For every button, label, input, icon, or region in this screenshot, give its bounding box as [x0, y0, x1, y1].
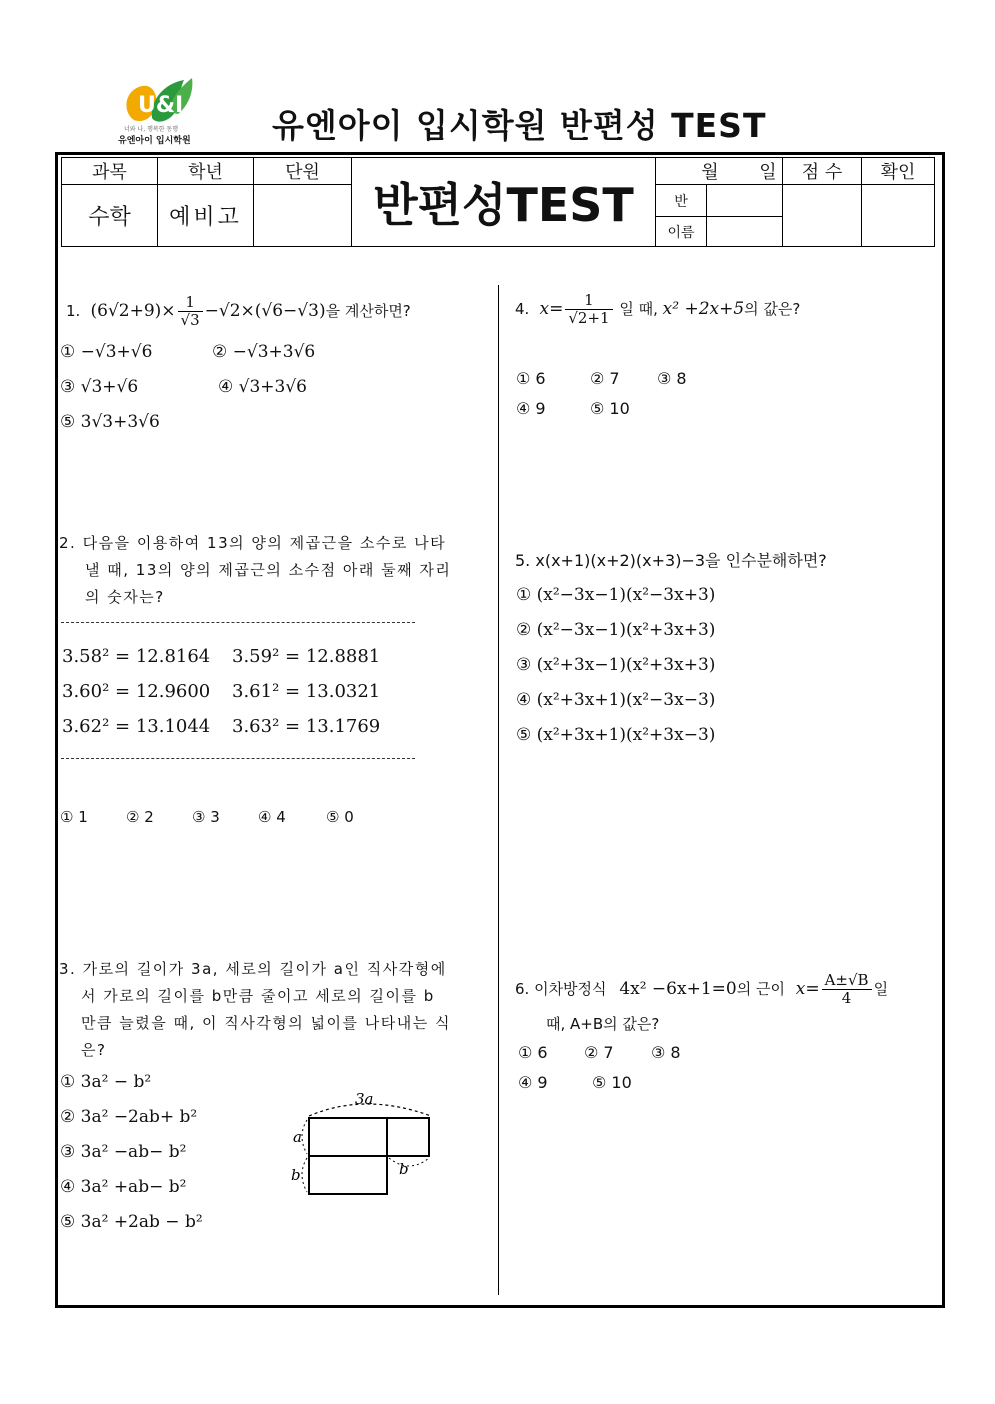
unit-value[interactable]	[253, 184, 352, 247]
q4-expression: x² +2x+5	[662, 299, 745, 319]
name-input[interactable]	[706, 216, 783, 247]
q6-line-2: 때, A+B의 값은?	[546, 1015, 660, 1033]
name-label: 이름	[655, 216, 707, 247]
q6-equation: 4x² −6x+1=0	[619, 979, 737, 999]
q3-figure-label-a: a	[293, 1128, 302, 1146]
q5-option-1[interactable]: ① (x²−3x−1)(x²−3x+3)	[516, 585, 716, 605]
q3-figure-label-b-right: b	[399, 1160, 409, 1178]
q6-option-2[interactable]: ② 7	[584, 1043, 614, 1062]
q6-root-numerator: A±√B	[822, 972, 872, 990]
q1-option-1[interactable]: ① −√3+√6	[60, 342, 153, 362]
q6-tail: 일	[873, 980, 889, 998]
day-label: 일	[759, 162, 777, 183]
q6-fraction	[822, 972, 872, 1007]
q5-option-3[interactable]: ③ (x²+3x−1)(x²+3x+3)	[516, 655, 716, 675]
question-4: 4. x= $\frac{1}{√2+1}$ 일 때, x² +2x+5의 값은?	[515, 291, 801, 327]
question-5: 5. x(x+1)(x+2)(x+3)−3을 인수분해하면?	[515, 551, 827, 570]
q3-line-1: 3. 가로의 길이가 3a, 세로의 길이가 a인 직사각형에	[59, 960, 447, 978]
q3-option-3[interactable]: ③ 3a² −ab− b²	[60, 1142, 187, 1162]
q2-square-6: 3.63² = 13.1769	[232, 716, 381, 737]
q4-option-1[interactable]: ① 6	[516, 369, 546, 388]
q4-suffix: 의 값은?	[744, 300, 801, 318]
q6-option-5[interactable]: ⑤ 10	[592, 1073, 632, 1092]
q4-option-2[interactable]: ② 7	[590, 369, 620, 388]
question-1	[66, 294, 411, 329]
q3-option-4[interactable]: ④ 3a² +ab− b²	[60, 1177, 187, 1197]
q3-option-2[interactable]: ② 3a² −2ab+ b²	[60, 1107, 198, 1127]
score-label: 점 수	[782, 157, 862, 185]
big-title: 반편성TEST	[351, 157, 656, 247]
logo-name: 유엔아이 입시학원	[118, 136, 191, 146]
q1-option-2[interactable]: ② −√3+3√6	[212, 342, 316, 362]
q3-line-3: 만큼 늘렸을 때, 이 직사각형의 넓이를 나타내는 식	[81, 1014, 451, 1032]
class-input[interactable]	[706, 184, 783, 217]
q3-rectangle-figure	[285, 1088, 445, 1200]
academy-logo	[112, 72, 212, 144]
grade-label: 학년	[157, 157, 254, 185]
question-6: 6. 이차방정식 4x² −6x+1=0의 근이 x= $\frac{A\pm√B}{4}$ 일	[515, 971, 889, 1007]
confirm-label: 확인	[861, 157, 935, 185]
month-label: 월	[701, 162, 719, 183]
q2-option-5[interactable]: ⑤ 0	[326, 808, 354, 826]
question-2	[59, 530, 451, 611]
q2-option-3[interactable]: ③ 3	[192, 808, 220, 826]
q2-square-2: 3.59² = 12.8881	[232, 646, 381, 667]
q3-figure-label-b-left: b	[291, 1166, 301, 1184]
confirm-box[interactable]	[861, 184, 935, 247]
q3-figure-label-3a: 3a	[355, 1090, 374, 1108]
q6-option-4[interactable]: ④ 9	[518, 1073, 548, 1092]
q1-option-4[interactable]: ④ √3+3√6	[218, 377, 308, 397]
q6-variable: x	[795, 979, 806, 999]
q1-expression: (6√2+9)× $\frac{1}{√3}$ −√2×(√6−√3)	[85, 293, 326, 329]
subject-value: 수학	[61, 184, 158, 247]
q2-square-1: 3.58² = 12.8164	[62, 646, 211, 667]
q3-line-4: 은?	[81, 1041, 107, 1059]
unit-label: 단원	[253, 157, 352, 185]
q4-option-3[interactable]: ③ 8	[657, 369, 687, 388]
q3-line-2: 서 가로의 길이를 b만큼 줄이고 세로의 길이를 b	[81, 987, 435, 1005]
q2-option-2[interactable]: ② 2	[126, 808, 154, 826]
q5-option-5[interactable]: ⑤ (x²+3x+1)(x²+3x−3)	[516, 725, 716, 745]
q4-option-4[interactable]: ④ 9	[516, 399, 546, 418]
logo-tagline: 너와 나, 행복한 동행	[124, 126, 178, 133]
q1-suffix: 을 계산하면?	[325, 302, 411, 320]
q4-fraction: $\frac{1}{√2+1}$	[565, 292, 612, 327]
q6-prefix: 6. 이차방정식	[515, 980, 607, 998]
q4-option-5[interactable]: ⑤ 10	[590, 399, 630, 418]
column-divider	[498, 285, 499, 1295]
q1-option-3[interactable]: ③ √3+√6	[60, 377, 139, 397]
q4-number: 4.	[515, 300, 530, 318]
q2-line-2: 낼 때, 13의 양의 제곱근의 소수점 아래 둘째 자리	[85, 561, 452, 579]
q3-option-5[interactable]: ⑤ 3a² +2ab − b²	[60, 1212, 203, 1232]
score-box[interactable]	[782, 184, 862, 247]
q6-root-denominator: 4	[841, 989, 852, 1007]
q2-option-1[interactable]: ① 1	[60, 808, 88, 826]
logo-mark-text: U&I	[138, 93, 184, 118]
q2-square-3: 3.60² = 12.9600	[62, 681, 211, 702]
grade-value: 예비고	[157, 184, 254, 247]
q4-mid: 일 때,	[619, 300, 658, 318]
q1-option-5[interactable]: ⑤ 3√3+3√6	[60, 412, 160, 432]
q6-option-3[interactable]: ③ 8	[651, 1043, 681, 1062]
q5-option-2[interactable]: ② (x²−3x−1)(x²+3x+3)	[516, 620, 716, 640]
q6-option-1[interactable]: ① 6	[518, 1043, 548, 1062]
q6-mid: 의 근이	[736, 980, 785, 998]
q2-option-4[interactable]: ④ 4	[258, 808, 286, 826]
subject-label: 과목	[61, 157, 158, 185]
q2-divider-bottom	[61, 758, 415, 759]
q1-number: 1.	[66, 302, 81, 320]
q5-option-4[interactable]: ④ (x²+3x+1)(x²−3x−3)	[516, 690, 716, 710]
page-title: 유엔아이 입시학원 반편성 TEST	[272, 106, 767, 145]
class-label: 반	[655, 184, 707, 217]
q2-square-4: 3.61² = 13.0321	[232, 681, 381, 702]
question-3	[59, 956, 451, 1064]
q2-line-3: 의 숫자는?	[85, 588, 165, 606]
q2-line-1: 2. 다음을 이용하여 13의 양의 제곱근을 소수로 나타	[59, 534, 447, 552]
date-cell	[655, 157, 783, 185]
q4-variable: x	[534, 299, 550, 319]
q2-divider-top	[61, 622, 415, 623]
q2-square-5: 3.62² = 13.1044	[62, 716, 211, 737]
q3-option-1[interactable]: ① 3a² − b²	[60, 1072, 152, 1092]
